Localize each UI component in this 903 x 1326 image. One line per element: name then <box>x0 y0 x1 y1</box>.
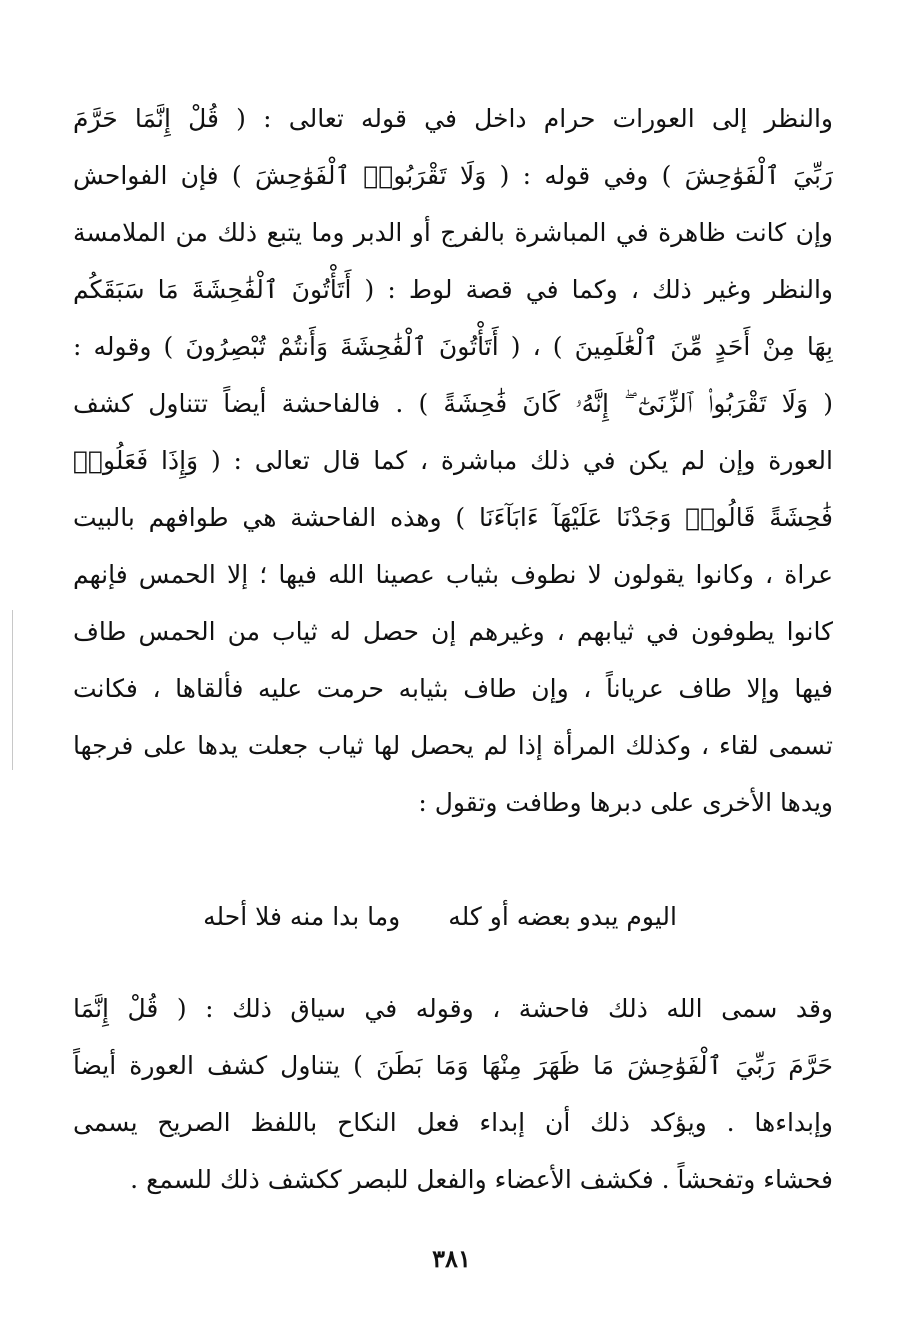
text-line: رَبِّيَ ٱلْفَوَٰحِشَ ) وفي قوله : ( وَلَا تَقْرَبُوا۟ ٱلْفَوَٰحِشَ ) فإن الفواحش <box>73 161 833 190</box>
text-line: حَرَّمَ رَبِّيَ ٱلْفَوَٰحِشَ مَا ظَهَرَ مِنْهَا وَمَا بَطَنَ ) يتناول كشف العورة أيضاً <box>73 1051 833 1080</box>
paragraph-2 <box>73 980 833 1208</box>
poem-verse <box>120 888 760 945</box>
text-line: العورة وإن لم يكن في ذلك مباشرة ، كما قال تعالى : ( وَإِذَا فَعَلُوا۟ <box>73 446 833 475</box>
text-line: فحشاء وتفحشاً . فكشف الأعضاء والفعل للبصر ككشف ذلك للسمع . <box>130 1165 833 1194</box>
text-line: والنظر إلى العورات حرام داخل في قوله تعالى : ( قُلْ إِنَّمَا حَرَّمَ <box>73 104 833 133</box>
page-number: ٣٨١ <box>432 1244 471 1273</box>
text-line: وقد سمى الله ذلك فاحشة ، وقوله في سياق ذلك : ( قُلْ إِنَّمَا <box>73 994 833 1023</box>
text-line: كانوا يطوفون في ثيابهم ، وغيرهم إن حصل له ثياب من الحمس طاف <box>73 617 833 646</box>
scan-edge-line <box>12 610 13 770</box>
text-line: وإبداءها . ويؤكد ذلك أن إبداء فعل النكاح باللفظ الصريح يسمى <box>73 1108 833 1137</box>
paragraph-1 <box>73 90 833 831</box>
text-line: فيها وإلا طاف عرياناً ، وإن طاف بثيابه حرمت عليه فألقاها ، فكانت <box>73 674 833 703</box>
text-line: والنظر وغير ذلك ، وكما في قصة لوط : ( أَتَأْتُونَ ٱلْفَٰحِشَةَ مَا سَبَقَكُم <box>73 275 833 304</box>
poem-first-hemistich: اليوم يبدو بعضه أو كله <box>448 902 677 931</box>
text-line: ويدها الأخرى على دبرها وطافت وتقول : <box>418 788 833 817</box>
text-line: تسمى لقاء ، وكذلك المرأة إذا لم يحصل لها ثياب جعلت يدها على فرجها <box>73 731 833 760</box>
text-line: بِهَا مِنْ أَحَدٍ مِّنَ ٱلْعَٰلَمِينَ ) ، ( أَتَأْتُونَ ٱلْفَٰحِشَةَ وَأَنتُمْ تُبْصِرُونَ ) وقوله : <box>73 332 833 361</box>
text-line: ( وَلَا تَقْرَبُوا۟ ٱلزِّنَىٰٓ ۖ إِنَّهُۥ كَانَ فَٰحِشَةً ) . فالفاحشة أيضاً تتناول كشف <box>73 389 833 418</box>
text-line: وإن كانت ظاهرة في المباشرة بالفرج أو الدبر وما يتبع ذلك من الملامسة <box>73 218 833 247</box>
text-line: عراة ، وكانوا يقولون لا نطوف بثياب عصينا الله فيها ؛ إلا الحمس فإنهم <box>73 560 833 589</box>
poem-second-hemistich: وما بدا منه فلا أحله <box>203 902 401 931</box>
text-line: فَٰحِشَةً قَالُوا۟ وَجَدْنَا عَلَيْهَآ ءَابَآءَنَا ) وهذه الفاحشة هي طوافهم بالبيت <box>73 503 833 532</box>
